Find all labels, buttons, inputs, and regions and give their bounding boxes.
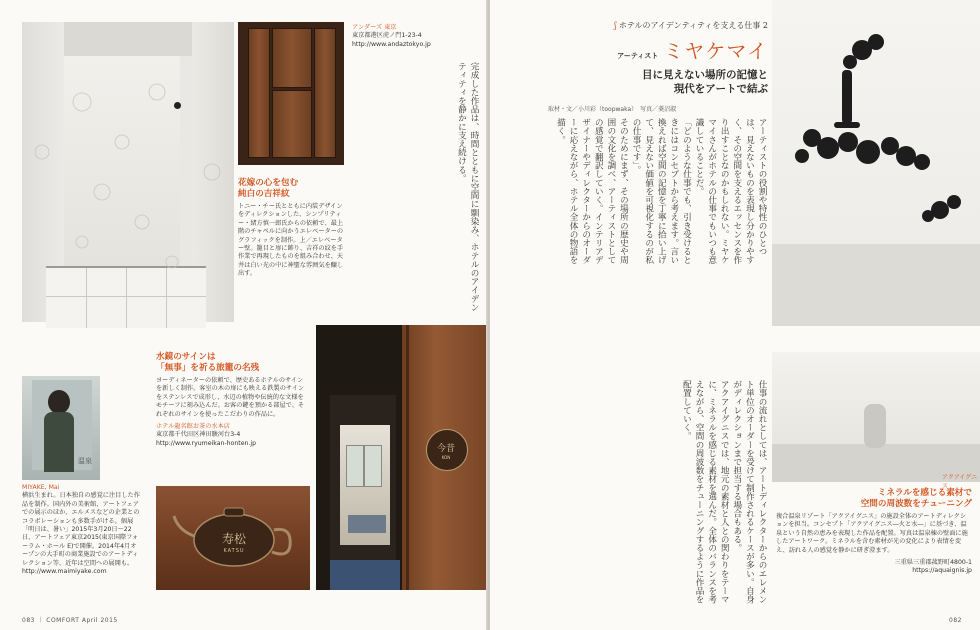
- artist-bio: 横浜生まれ。日本独自の感覚に注目した作品を制作。国内外の美術館、アートフェアでの展示のほか、エルメスなどの企業とのコラボレーションも多数手がける。個展「明日は、暑い」2015年3月20日〜22日、アートフェア東京2015(東京国際フォーラム・ホール E)で開催。2014年4月オープンの大手町の商業施設でのアートディレクション等、近年は空間への展開も。: [22, 492, 140, 567]
- teapot-sign-photo: [156, 486, 310, 590]
- left-folio: 083 ｜ COMFORT April 2015: [22, 617, 118, 624]
- article-header: [548, 20, 768, 96]
- floral-pattern: [22, 22, 234, 320]
- elevator-caption: [238, 178, 344, 279]
- sign-heading-line-1: 水鏡のサインは: [156, 352, 216, 362]
- body-paragraph-6: 完成した作品は、時間とともに空間に馴染み、ホテルのアイデンティティを静かに支え続ける。: [456, 62, 479, 312]
- aquaignis-heading-line-2: 空間の周波数をチューニング: [860, 499, 972, 509]
- aquaignis-heading: [776, 488, 972, 510]
- andaz-title: アンダーズ 東京: [352, 24, 397, 31]
- elevator-heading-line-2: 純白の吉祥紋: [238, 189, 290, 199]
- kicker: [548, 20, 768, 31]
- sign-hotel-url[interactable]: http://www.ryumeikan-honten.jp: [156, 439, 257, 447]
- right-page: [490, 0, 980, 630]
- room-plate-text: 寿松: [221, 532, 246, 546]
- body-paragraph-1: アーティストの役割や特性のひとつは、見えないものを表現し分かりやすく、その空間を支えるエッセンスを作り出すことなのかもしれない。ミヤケマイさんがホテルの仕事でもいつも意識していることだ。: [694, 118, 767, 265]
- sign-hotel-name: ホテル龍名館お茶の水本店: [156, 423, 230, 431]
- ribbon-icon: ʃ: [614, 21, 617, 30]
- left-page: [0, 0, 488, 630]
- headline: [548, 68, 768, 96]
- sign-caption: [156, 352, 306, 448]
- wood-door-photo: [238, 22, 344, 165]
- paper-cut-art-photo: [772, 0, 980, 326]
- elevator-photo: [22, 22, 234, 320]
- kicker-text: ホテルのアイデンティティを支える仕事 2: [618, 21, 768, 30]
- aquaignis-wall-photo: [772, 352, 980, 490]
- room-plate-2-sub: KON: [441, 455, 451, 460]
- cloud-figure-artwork-icon: [772, 0, 980, 326]
- body-text-column-1: [350, 62, 480, 312]
- body-text-column-2: [516, 118, 768, 268]
- aquaignis-url[interactable]: https://aquaignis.jp: [912, 567, 972, 575]
- sign-hotel-address: 東京都千代田区神田駿河台3-4: [156, 431, 241, 439]
- andaz-url[interactable]: http://www.andaztokyo.jp: [352, 40, 431, 48]
- artist-label: アーティスト: [617, 52, 659, 60]
- headline-line-2: 現代をアートで結ぶ: [673, 83, 768, 95]
- onsen-sign-text: 温泉: [78, 457, 92, 465]
- aquaignis-photo-label: アクアイグニス: [942, 474, 978, 490]
- body-paragraph-4: 仕事の流れとしては、アートディレクターからのエレメント単位のオーダーを受けて制作されるケースが多い。自身がディレクションまで担当する場合もある。: [731, 380, 767, 604]
- artist-url[interactable]: http://www.maimiyake.com: [22, 568, 107, 576]
- artist-name-en: MIYAKE, Mai: [22, 484, 60, 491]
- artist-portrait-photo: [22, 376, 100, 480]
- body-text-column-3: [516, 380, 768, 605]
- right-folio: 082: [949, 617, 962, 624]
- andaz-address: 東京都港区虎ノ門1-23-4: [352, 32, 422, 40]
- aquaignis-heading-line-1: ミネラルを感じる素材で: [877, 488, 972, 498]
- body-paragraph-5: アクアイグニスでは、地元の素材と人との関わりをテーマに、ミネラルを感じる素材を選んだ。全体のバランスを考えながら、空間の周波数をチューニングするように作品を配置していく。: [681, 380, 730, 604]
- aquaignis-body: 複合温泉リゾート「アクアイグニス」の施設全体のアートディレクションを担当。コンセプト「アクアイグニス―火と水―」に基づき、温泉という自然の恵みを表現した作品を配置。写真は温泉棟の壁面に施したアートワーク。ミネラルを含む素材が光の変化により表情を変え、訪れる人の感覚を静かに研ぎ澄ます。: [776, 513, 968, 554]
- elevator-heading-line-1: 花嫁の心を包む: [238, 178, 299, 188]
- artist-profile: [22, 484, 142, 576]
- artist-name: ミヤケマイ: [663, 39, 768, 63]
- hallway-photo: [316, 325, 486, 590]
- andaz-caption: [352, 24, 462, 49]
- elevator-body: トニー・チー氏とともに内装デザインをディレクションした、シンプリティー・緒方慎一郎氏からの依頼で、最上階のチャペルに向かうエレベーターのグラフィックを制作。上／エレベーター壁。籠目と扉に飾り、吉祥の紋を手作業で再現したものを組み合わせ、天井は白い光の中に神聖な雰囲気を醸し出す。: [238, 203, 344, 278]
- room-plate-2-text: 今昔: [436, 444, 455, 454]
- credits: 取材・文／小川彩（toopwaka） 写真／菱沼淑: [548, 106, 677, 113]
- sign-heading: [156, 352, 306, 374]
- headline-line-1: 目に見えない場所の記憶と: [642, 69, 768, 81]
- sign-body: ヨーディネーターの依頼で、歴史あるホテルのサインを新しく制作。客室の木の扉にも映える鉄製のサインをステンレスで成形し、水辺の植物や伝統的な文様をモチーフに刻み込んだ。お客の鍵を預かる部屋で、それぞれのサインを使ったこだわりの作品に。: [156, 377, 305, 418]
- sign-heading-line-2: 「無事」を祈る旅籠の名残: [156, 363, 260, 373]
- body-paragraph-2: 「どのような仕事でも、引き受けるときにはコンセプトから考えます。言い換えれば空間の記憶を丁寧に拾い上げて、見えない価値を可視化するのが私の仕事です」。: [631, 118, 692, 265]
- body-paragraph-3: そのためにまず、その場所の歴史や周囲の文化を調べ、アーティストとしての感覚で翻訳していく。インテリアデザイナーやディレクターからのオーダーに応えながら、ホテル全体の物語を描く。: [555, 118, 629, 265]
- aquaignis-caption: [776, 488, 972, 576]
- artist-title: [548, 35, 768, 64]
- aquaignis-address: 三重県三重郡菰野町4800-1: [894, 559, 972, 567]
- elevator-heading: [238, 178, 344, 200]
- room-plate-sub: KATSU: [223, 548, 245, 554]
